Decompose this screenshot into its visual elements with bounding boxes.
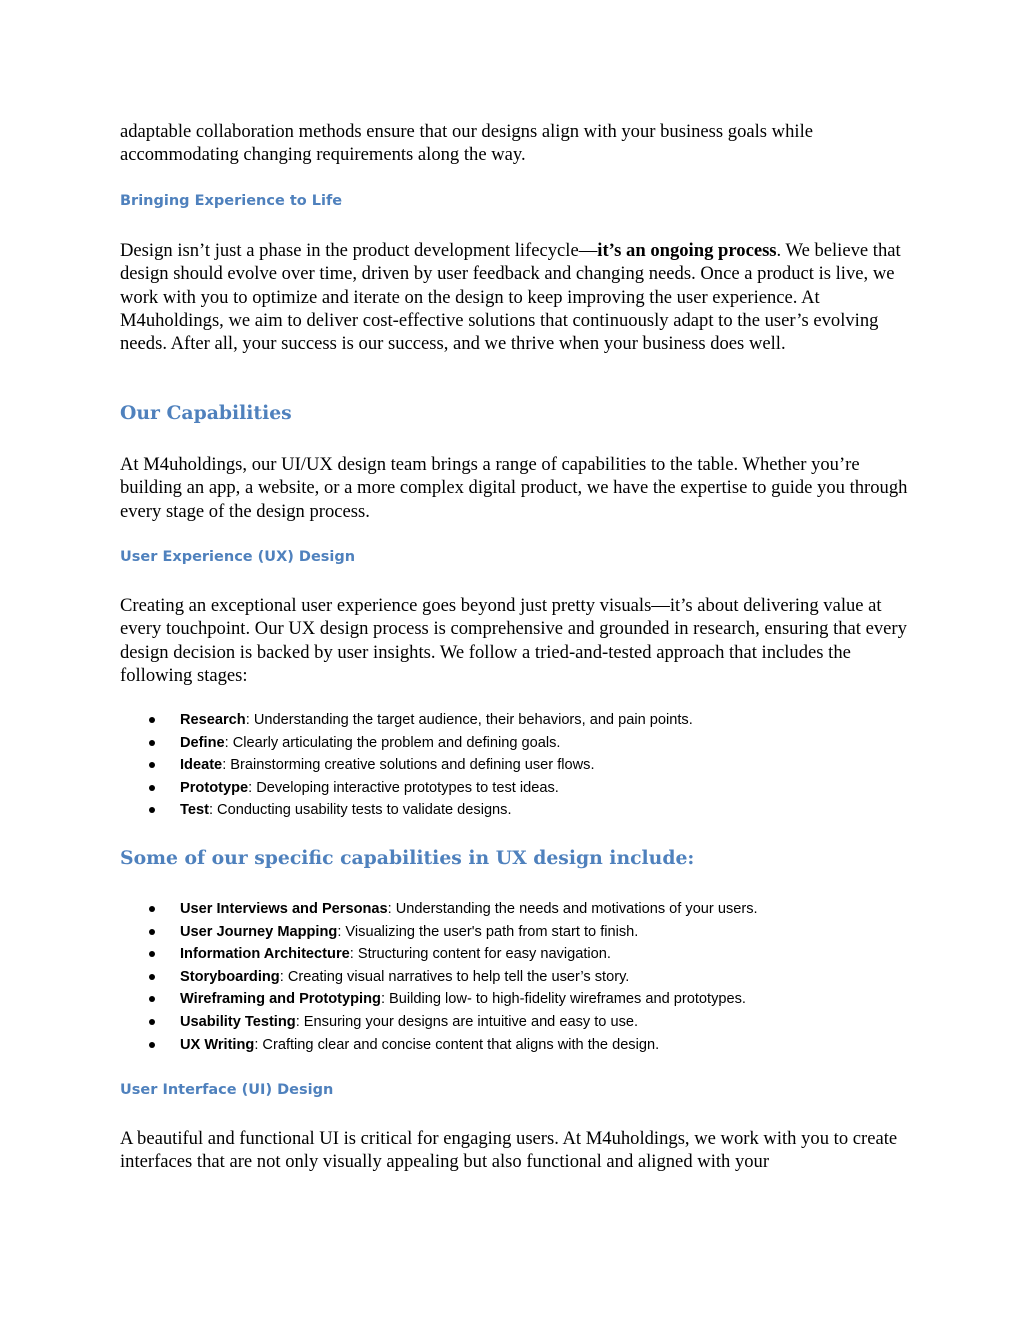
capabilities-heading: Our Capabilities [120, 402, 292, 424]
list-item-desc: : Understanding the target audience, their behaviors, and pain points. [245, 712, 693, 728]
bullet-icon [149, 951, 155, 957]
bringing-section [120, 239, 910, 355]
list-item [120, 732, 910, 755]
bullet-icon [149, 807, 155, 813]
list-item [120, 921, 910, 944]
list-item [120, 898, 910, 921]
ui-heading: User Interface (UI) Design [120, 1082, 334, 1098]
list-item-term: Test [180, 802, 209, 819]
bullet-icon [149, 906, 155, 912]
list-item-term: Prototype [180, 779, 249, 796]
bullet-icon [149, 974, 155, 980]
list-item-desc: : Understanding the needs and motivations of your users. [387, 901, 758, 917]
ux-stages-list-wrap [120, 709, 910, 822]
bringing-heading: Bringing Experience to Life [120, 193, 343, 209]
list-item-term: Define [180, 734, 225, 751]
bringing-paragraph [120, 239, 910, 355]
capabilities-section [120, 453, 910, 523]
list-item-term: UX Writing [180, 1036, 255, 1053]
list-item [120, 1011, 910, 1034]
bullet-icon [149, 740, 155, 746]
bullet-icon [149, 717, 155, 723]
list-item [120, 754, 910, 777]
bullet-icon [149, 996, 155, 1002]
list-item-term: Storyboarding [180, 968, 280, 985]
list-item-term: Usability Testing [180, 1013, 296, 1030]
list-item-desc: : Developing interactive prototypes to test ideas. [248, 779, 559, 796]
list-item [120, 988, 910, 1011]
list-item-term: User Journey Mapping [180, 923, 338, 940]
list-item [120, 966, 910, 989]
specific-list-wrap [120, 898, 910, 1056]
list-item-desc: : Conducting usability tests to validate designs. [208, 802, 512, 819]
bringing-text-bold: it’s an ongoing process [597, 240, 777, 261]
bullet-icon [149, 785, 155, 791]
list-item [120, 799, 910, 822]
ui-heading-wrap [120, 1080, 910, 1100]
list-item [120, 709, 910, 732]
list-item-term: Wireframing and Prototyping [180, 991, 381, 1008]
list-item-desc: : Clearly articulating the problem and defining goals. [224, 734, 561, 751]
list-item-term: Research [180, 712, 246, 728]
list-item-desc: : Crafting clear and concise content that aligns with the design. [254, 1036, 660, 1053]
bullet-icon [149, 1042, 155, 1048]
bringing-text-before: Design isn’t just a phase in the product development lifecycle— [120, 240, 598, 261]
ui-section [120, 1127, 910, 1174]
capabilities-paragraph: At M4uholdings, our UI/UX design team brings a range of capabilities to the table. Whether you’re building an app, a website, or a more complex digital product, we have the expertise to guide you through every stage of the design process. [120, 454, 908, 522]
intro-paragraph: adaptable collaboration methods ensure that our designs align with your business goals while accommodating changing requirements along the way. [120, 121, 813, 166]
specific-capabilities-list [120, 898, 910, 1056]
bringing-heading-wrap [120, 191, 910, 211]
list-item-desc: : Creating visual narratives to help tell the user’s story. [279, 968, 630, 985]
ux-heading-wrap [120, 547, 910, 567]
bullet-icon [149, 1019, 155, 1025]
intro-section [120, 120, 910, 167]
specific-heading: Some of our specific capabilities in UX design include: [120, 847, 695, 869]
ux-section [120, 594, 910, 687]
list-item-term: Ideate [180, 757, 223, 774]
ux-paragraph: Creating an exceptional user experience goes beyond just pretty visuals—it’s about delivering value at every touchpoint. Our UX design process is comprehensive and grounded in research, ensuring that every design decision is backed by user insights. We follow a tried-and-tested approach that includes the following stages: [120, 595, 907, 686]
list-item-term: Information Architecture [180, 946, 350, 963]
bullet-icon [149, 929, 155, 935]
list-item-desc: : Ensuring your designs are intuitive and easy to use. [295, 1013, 639, 1030]
specific-heading-wrap [120, 845, 910, 871]
ux-heading: User Experience (UX) Design [120, 549, 356, 565]
ux-stages-list [120, 709, 910, 822]
ui-paragraph: A beautiful and functional UI is critical for engaging users. At M4uholdings, we work with you to create interfaces that are not only visually appealing but also functional and aligned with your [120, 1128, 898, 1173]
list-item-term: User Interviews and Personas [180, 901, 388, 917]
capabilities-heading-wrap [120, 400, 910, 426]
list-item-desc: : Brainstorming creative solutions and defining user flows. [222, 757, 595, 774]
list-item [120, 777, 910, 800]
list-item-desc: : Building low- to high-fidelity wireframes and prototypes. [380, 991, 746, 1008]
list-item [120, 943, 910, 966]
list-item-desc: : Visualizing the user's path from start to finish. [337, 923, 639, 940]
list-item [120, 1034, 910, 1057]
bullet-icon [149, 762, 155, 768]
bringing-text-after: . We believe that design should evolve over time, driven by user feedback and changing needs. Once a product is live, we work with you to optimize and iterate on the design to keep improving the user experience. At M4uholdings, we aim to deliver cost-effective solutions that continuously adapt to the user’s evolving needs. After all, your success is our success, and we thrive when your business does well. [120, 240, 901, 355]
list-item-desc: : Structuring content for easy navigation. [349, 946, 611, 963]
